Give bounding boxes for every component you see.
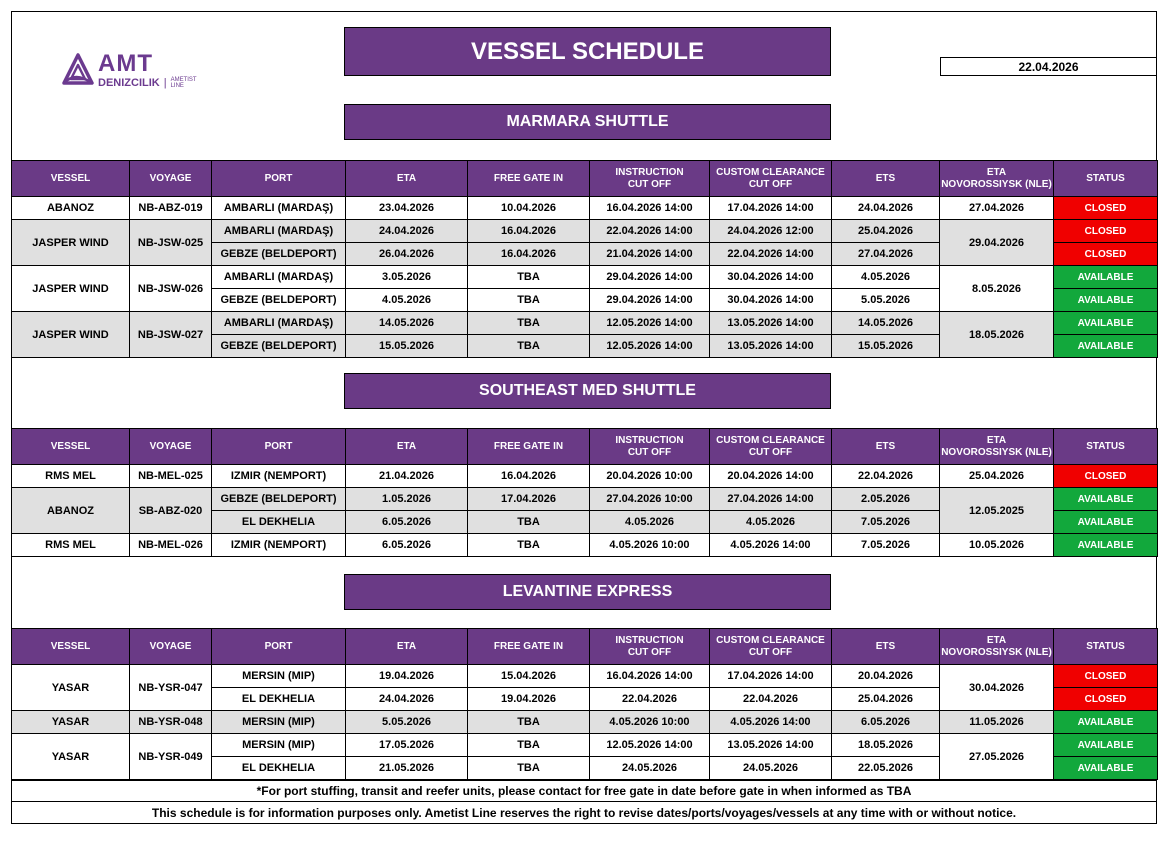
voyage-cell: SB-ABZ-020 [130,488,212,534]
customs-cutoff-cell: 27.04.2026 14:00 [710,488,832,511]
status-badge: CLOSED [1054,243,1158,266]
status-badge: CLOSED [1054,197,1158,220]
header-col-customs: CUSTOM CLEARANCE CUT OFF [710,161,832,197]
customs-cutoff-cell: 20.04.2026 14:00 [710,465,832,488]
instruction-cutoff-cell: 29.04.2026 14:00 [590,266,710,289]
instruction-cutoff-cell: 21.04.2026 14:00 [590,243,710,266]
eta-cell: 6.05.2026 [346,511,468,534]
header-col-vessel: VESSEL [12,629,130,665]
header-col-voyage: VOYAGE [130,629,212,665]
status-badge: CLOSED [1054,688,1158,711]
eta-cell: 23.04.2026 [346,197,468,220]
vessel-cell: RMS MEL [12,465,130,488]
port-cell: AMBARLI (MARDAŞ) [212,312,346,335]
free-gate-cell: 19.04.2026 [468,688,590,711]
table-header-row [12,629,1158,665]
free-gate-cell: 17.04.2026 [468,488,590,511]
table-row [12,734,1158,757]
eta-cell: 26.04.2026 [346,243,468,266]
customs-cutoff-cell: 30.04.2026 14:00 [710,289,832,312]
ets-cell: 25.04.2026 [832,688,940,711]
ets-cell: 2.05.2026 [832,488,940,511]
customs-cutoff-cell: 4.05.2026 14:00 [710,711,832,734]
schedule-table-southeast [11,428,1158,557]
instruction-cutoff-cell: 27.04.2026 10:00 [590,488,710,511]
header-col-port: PORT [212,161,346,197]
status-badge: CLOSED [1054,665,1158,688]
free-gate-cell: 16.04.2026 [468,465,590,488]
instruction-cutoff-cell: 12.05.2026 14:00 [590,734,710,757]
instruction-cutoff-cell: 22.04.2026 [590,688,710,711]
status-badge: AVAILABLE [1054,335,1158,358]
table-row [12,465,1158,488]
free-gate-cell: TBA [468,266,590,289]
ets-cell: 14.05.2026 [832,312,940,335]
status-badge: AVAILABLE [1054,266,1158,289]
section-title-levantine: LEVANTINE EXPRESS [344,574,831,610]
section-title-marmara: MARMARA SHUTTLE [344,104,831,140]
company-logo [62,50,232,96]
free-gate-cell: TBA [468,534,590,557]
port-cell: EL DEKHELIA [212,511,346,534]
eta-cell: 24.04.2026 [346,688,468,711]
instruction-cutoff-cell: 4.05.2026 10:00 [590,534,710,557]
eta-cell: 5.05.2026 [346,711,468,734]
customs-cutoff-cell: 22.04.2026 [710,688,832,711]
customs-cutoff-cell: 13.05.2026 14:00 [710,312,832,335]
port-cell: GEBZE (BELDEPORT) [212,488,346,511]
port-cell: AMBARLI (MARDAŞ) [212,220,346,243]
eta-cell: 15.05.2026 [346,335,468,358]
customs-cutoff-cell: 17.04.2026 14:00 [710,665,832,688]
vessel-cell: JASPER WIND [12,266,130,312]
eta-nle-cell: 12.05.2025 [940,488,1054,534]
header-col-ets: ETS [832,161,940,197]
port-cell: EL DEKHELIA [212,688,346,711]
instruction-cutoff-cell: 16.04.2026 14:00 [590,197,710,220]
status-badge: AVAILABLE [1054,289,1158,312]
logo-sub-tiny [171,77,197,89]
free-gate-cell: 15.04.2026 [468,665,590,688]
header-col-instruction: INSTRUCTION CUT OFF [590,161,710,197]
header-col-port: PORT [212,629,346,665]
schedule-table-marmara [11,160,1158,358]
free-gate-cell: TBA [468,734,590,757]
disclaimer-note: This schedule is for information purposes only. Ametist Line reserves the right to revise dates/ports/voyages/vessels at any time with or without notice. [11,801,1157,824]
port-cell: GEBZE (BELDEPORT) [212,335,346,358]
status-badge: AVAILABLE [1054,711,1158,734]
header-col-status: STATUS [1054,429,1158,465]
instruction-cutoff-cell: 4.05.2026 [590,511,710,534]
header-col-eta-nle: ETA NOVOROSSIYSK (NLE) [940,629,1054,665]
eta-cell: 21.05.2026 [346,757,468,780]
port-cell: GEBZE (BELDEPORT) [212,243,346,266]
header-col-eta: ETA [346,629,468,665]
ets-cell: 22.04.2026 [832,465,940,488]
instruction-cutoff-cell: 16.04.2026 14:00 [590,665,710,688]
table-row [12,534,1158,557]
port-cell: AMBARLI (MARDAŞ) [212,266,346,289]
vessel-cell: JASPER WIND [12,312,130,358]
instruction-cutoff-cell: 22.04.2026 14:00 [590,220,710,243]
logo-tiny-line2: LINE [170,83,184,90]
status-badge: CLOSED [1054,220,1158,243]
eta-cell: 6.05.2026 [346,534,468,557]
port-cell: AMBARLI (MARDAŞ) [212,197,346,220]
vessel-cell: ABANOZ [12,197,130,220]
instruction-cutoff-cell: 12.05.2026 14:00 [590,312,710,335]
table-header-row [12,429,1158,465]
status-badge: AVAILABLE [1054,488,1158,511]
eta-nle-cell: 8.05.2026 [940,266,1054,312]
ets-cell: 27.04.2026 [832,243,940,266]
table-row [12,488,1158,511]
header-col-vessel: VESSEL [12,429,130,465]
header-col-status: STATUS [1054,629,1158,665]
eta-cell: 24.04.2026 [346,220,468,243]
instruction-cutoff-cell: 20.04.2026 10:00 [590,465,710,488]
voyage-cell: NB-JSW-027 [130,312,212,358]
instruction-cutoff-cell: 12.05.2026 14:00 [590,335,710,358]
eta-nle-cell: 27.04.2026 [940,197,1054,220]
ets-cell: 4.05.2026 [832,266,940,289]
voyage-cell: NB-YSR-048 [130,711,212,734]
free-gate-cell: 10.04.2026 [468,197,590,220]
ets-cell: 24.04.2026 [832,197,940,220]
eta-nle-cell: 29.04.2026 [940,220,1054,266]
header-col-eta: ETA [346,429,468,465]
vessel-cell: JASPER WIND [12,220,130,266]
eta-cell: 19.04.2026 [346,665,468,688]
port-cell: MERSIN (MIP) [212,711,346,734]
page-title: VESSEL SCHEDULE [344,27,831,76]
status-badge: AVAILABLE [1054,312,1158,335]
header-col-free-gate: FREE GATE IN [468,161,590,197]
customs-cutoff-cell: 4.05.2026 [710,511,832,534]
eta-cell: 1.05.2026 [346,488,468,511]
port-cell: EL DEKHELIA [212,757,346,780]
header-col-customs: CUSTOM CLEARANCE CUT OFF [710,629,832,665]
free-gate-cell: TBA [468,711,590,734]
customs-cutoff-cell: 4.05.2026 14:00 [710,534,832,557]
eta-nle-cell: 11.05.2026 [940,711,1054,734]
stuffing-note: *For port stuffing, transit and reefer units, please contact for free gate in date before gate in when informed as TBA [11,780,1157,802]
ets-cell: 7.05.2026 [832,511,940,534]
header-col-instruction: INSTRUCTION CUT OFF [590,429,710,465]
vessel-cell: YASAR [12,711,130,734]
header-col-instruction: INSTRUCTION CUT OFF [590,629,710,665]
port-cell: IZMIR (NEMPORT) [212,465,346,488]
customs-cutoff-cell: 24.05.2026 [710,757,832,780]
instruction-cutoff-cell: 24.05.2026 [590,757,710,780]
table-row [12,266,1158,289]
table-row [12,220,1158,243]
instruction-cutoff-cell: 29.04.2026 14:00 [590,289,710,312]
ets-cell: 18.05.2026 [832,734,940,757]
header-col-ets: ETS [832,429,940,465]
customs-cutoff-cell: 30.04.2026 14:00 [710,266,832,289]
vessel-cell: YASAR [12,665,130,711]
eta-cell: 17.05.2026 [346,734,468,757]
free-gate-cell: TBA [468,312,590,335]
port-cell: GEBZE (BELDEPORT) [212,289,346,312]
schedule-table-levantine [11,628,1158,780]
table-row [12,665,1158,688]
table-header-row [12,161,1158,197]
status-badge: AVAILABLE [1054,757,1158,780]
free-gate-cell: 16.04.2026 [468,220,590,243]
ets-cell: 7.05.2026 [832,534,940,557]
logo-tiny-line1: AMETIST [170,77,197,84]
header-col-voyage: VOYAGE [130,161,212,197]
eta-cell: 4.05.2026 [346,289,468,312]
ets-cell: 22.05.2026 [832,757,940,780]
header-col-eta-nle: ETA NOVOROSSIYSK (NLE) [940,161,1054,197]
header-col-vessel: VESSEL [12,161,130,197]
status-badge: AVAILABLE [1054,734,1158,757]
voyage-cell: NB-YSR-047 [130,665,212,711]
ets-cell: 5.05.2026 [832,289,940,312]
free-gate-cell: TBA [468,289,590,312]
status-badge: CLOSED [1054,465,1158,488]
customs-cutoff-cell: 17.04.2026 14:00 [710,197,832,220]
status-badge: AVAILABLE [1054,511,1158,534]
header-col-eta: ETA [346,161,468,197]
voyage-cell: NB-ABZ-019 [130,197,212,220]
vessel-cell: RMS MEL [12,534,130,557]
table-row [12,711,1158,734]
header-col-status: STATUS [1054,161,1158,197]
logo-sub-text: DENIZCILIK [98,77,160,89]
voyage-cell: NB-MEL-026 [130,534,212,557]
customs-cutoff-cell: 22.04.2026 14:00 [710,243,832,266]
port-cell: MERSIN (MIP) [212,665,346,688]
voyage-cell: NB-JSW-026 [130,266,212,312]
logo-subtitle: DENIZCILIK | AMETIST LINE [98,77,197,90]
customs-cutoff-cell: 13.05.2026 14:00 [710,734,832,757]
customs-cutoff-cell: 13.05.2026 14:00 [710,335,832,358]
eta-cell: 21.04.2026 [346,465,468,488]
header-col-port: PORT [212,429,346,465]
free-gate-cell: TBA [468,757,590,780]
port-cell: MERSIN (MIP) [212,734,346,757]
eta-nle-cell: 30.04.2026 [940,665,1054,711]
eta-nle-cell: 10.05.2026 [940,534,1054,557]
logo-wordmark: AMT [98,50,153,77]
header-col-free-gate: FREE GATE IN [468,429,590,465]
header-col-eta-nle: ETA NOVOROSSIYSK (NLE) [940,429,1054,465]
status-badge: AVAILABLE [1054,534,1158,557]
vessel-cell: YASAR [12,734,130,780]
table-row [12,312,1158,335]
ets-cell: 25.04.2026 [832,220,940,243]
header-col-free-gate: FREE GATE IN [468,629,590,665]
ets-cell: 15.05.2026 [832,335,940,358]
voyage-cell: NB-YSR-049 [130,734,212,780]
header-col-customs: CUSTOM CLEARANCE CUT OFF [710,429,832,465]
header-col-ets: ETS [832,629,940,665]
free-gate-cell: 16.04.2026 [468,243,590,266]
voyage-cell: NB-MEL-025 [130,465,212,488]
eta-nle-cell: 25.04.2026 [940,465,1054,488]
eta-cell: 14.05.2026 [346,312,468,335]
vessel-cell: ABANOZ [12,488,130,534]
eta-cell: 3.05.2026 [346,266,468,289]
instruction-cutoff-cell: 4.05.2026 10:00 [590,711,710,734]
ets-cell: 20.04.2026 [832,665,940,688]
port-cell: IZMIR (NEMPORT) [212,534,346,557]
eta-nle-cell: 18.05.2026 [940,312,1054,358]
free-gate-cell: TBA [468,335,590,358]
free-gate-cell: TBA [468,511,590,534]
customs-cutoff-cell: 24.04.2026 12:00 [710,220,832,243]
ets-cell: 6.05.2026 [832,711,940,734]
schedule-date: 22.04.2026 [940,57,1157,76]
table-row [12,197,1158,220]
header-col-voyage: VOYAGE [130,429,212,465]
section-title-southeast: SOUTHEAST MED SHUTTLE [344,373,831,409]
amt-logo-icon [62,53,94,87]
eta-nle-cell: 27.05.2026 [940,734,1054,780]
voyage-cell: NB-JSW-025 [130,220,212,266]
